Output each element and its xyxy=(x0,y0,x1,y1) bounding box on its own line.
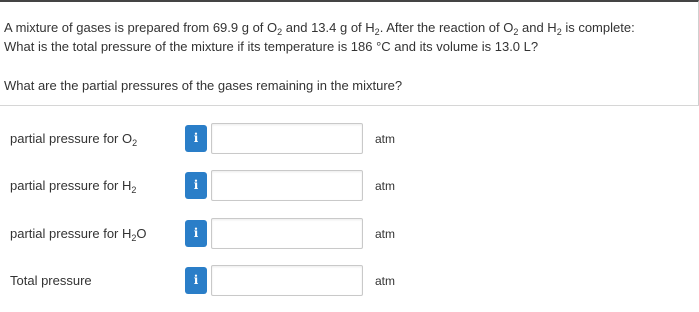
answer-row-h2 xyxy=(0,170,699,202)
problem-text: and 13.4 g of H xyxy=(282,20,375,35)
info-icon[interactable]: i xyxy=(185,125,207,152)
problem-line-2: What is the total pressure of the mixture if its temperature is 186 °C and its volume is 13.0 L? xyxy=(4,39,539,54)
subscript: 2 xyxy=(131,185,137,195)
row-label xyxy=(10,131,137,147)
subscript: 2 xyxy=(131,233,137,243)
total-pressure-input[interactable] xyxy=(211,265,363,296)
info-icon[interactable]: i xyxy=(185,267,207,294)
unit-label: atm xyxy=(375,227,396,241)
answer-section xyxy=(0,106,699,312)
unit-label: atm xyxy=(375,179,396,193)
question-text: What are the partial pressures of the gases remaining in the mixture? xyxy=(4,78,403,93)
problem-text: . After the reaction of O xyxy=(379,20,514,35)
problem-statement xyxy=(4,18,694,56)
problem-text: A mixture of gases is prepared from 69.9 g of O xyxy=(4,20,278,35)
problem-line-1 xyxy=(4,18,694,37)
unit-label: atm xyxy=(375,132,396,146)
label-suffix: O xyxy=(136,226,147,241)
subscript: 2 xyxy=(277,27,283,37)
answer-row-total xyxy=(0,265,699,297)
partial-pressure-o2-input[interactable] xyxy=(211,123,363,154)
partial-pressure-h2o-input[interactable] xyxy=(211,218,363,249)
answer-row-o2 xyxy=(0,123,699,155)
label-text: partial pressure for H xyxy=(10,226,132,241)
subscript: 2 xyxy=(132,138,138,148)
subscript: 2 xyxy=(513,27,519,37)
info-icon[interactable]: i xyxy=(185,220,207,247)
unit-label: atm xyxy=(375,274,396,288)
row-label xyxy=(10,178,136,194)
row-label xyxy=(10,273,92,289)
subscript: 2 xyxy=(374,27,380,37)
problem-text: and H xyxy=(518,20,557,35)
subscript: 2 xyxy=(556,27,562,37)
answer-row-h2o xyxy=(0,218,699,250)
label-text: partial pressure for O xyxy=(10,131,133,146)
label-text: Total pressure xyxy=(10,273,92,288)
partial-pressure-h2-input[interactable] xyxy=(211,170,363,201)
label-text: partial pressure for H xyxy=(10,178,132,193)
row-label xyxy=(10,226,147,242)
info-icon[interactable]: i xyxy=(185,172,207,199)
problem-text: is complete: xyxy=(561,20,635,35)
